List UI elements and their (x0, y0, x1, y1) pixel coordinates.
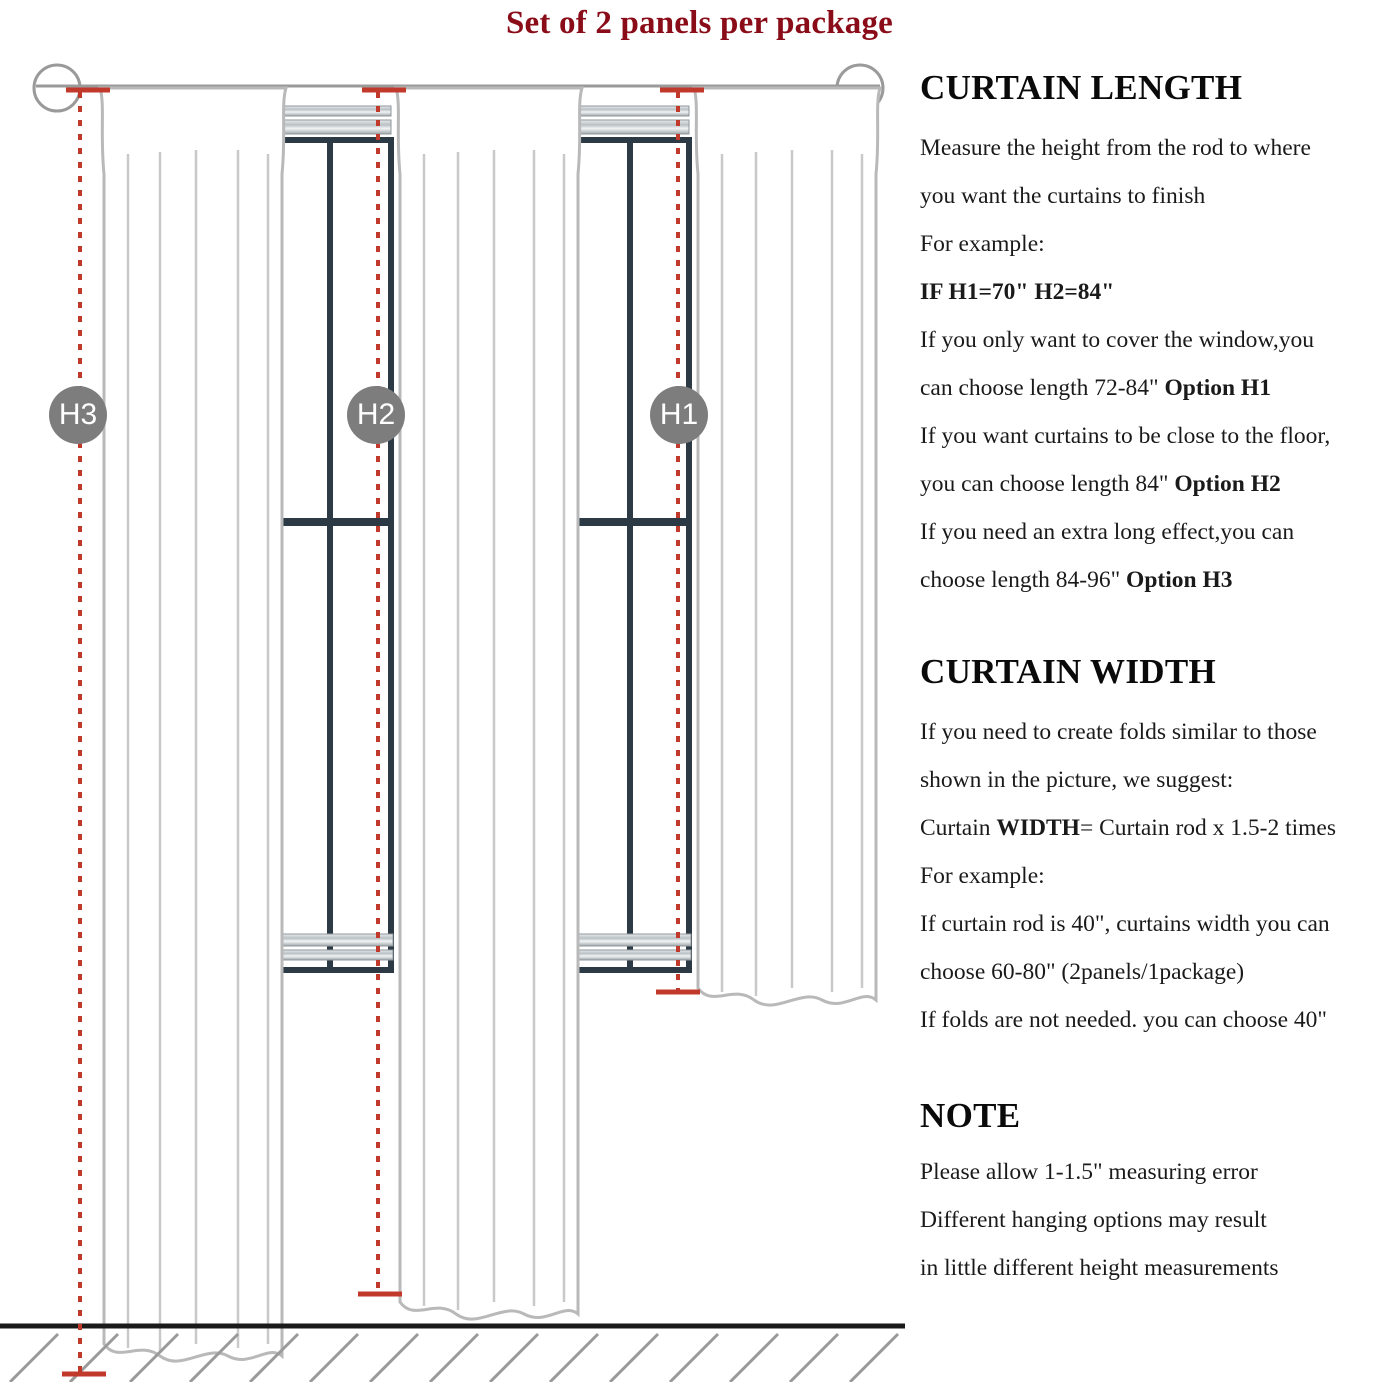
length-line-2: you want the curtains to finish (920, 183, 1206, 209)
section-curtain-width (920, 650, 1395, 1044)
width-keyword: WIDTH (996, 815, 1080, 841)
section-body-curtain-width (920, 708, 1395, 1044)
note-line-3: in little different height measurements (920, 1255, 1279, 1281)
length-line-4-example-values (920, 268, 1395, 316)
length-line-9: If you need an extra long effect,you can (920, 519, 1295, 545)
section-body-curtain-length (920, 124, 1395, 604)
length-line-1: Measure the height from the rod to where (920, 135, 1311, 161)
option-h2-label: Option H2 (1168, 471, 1281, 497)
length-line-10 (920, 556, 1395, 604)
width-line-3-head: Curtain (920, 815, 997, 841)
curtain-panel-h2 (396, 88, 582, 1319)
measure-label-h3: H3 (49, 386, 107, 444)
width-line-3-tail: = Curtain rod x 1.5-2 times (1079, 815, 1337, 841)
width-line-7: If folds are not needed. you can choose 40" (920, 1007, 1327, 1033)
section-curtain-length (920, 66, 1395, 604)
option-h3-label: Option H3 (1120, 567, 1233, 593)
curtain-measurement-diagram (0, 44, 905, 1382)
width-line-3 (920, 804, 1395, 852)
length-line-6-text: can choose length 72-84" (920, 375, 1159, 401)
option-h1-label: Option H1 (1158, 375, 1271, 401)
section-note (920, 1094, 1395, 1292)
note-line-2: Different hanging options may result (920, 1207, 1267, 1233)
section-title-curtain-width: CURTAIN WIDTH (920, 652, 1216, 691)
width-line-4: For example: (920, 863, 1045, 889)
instructions-column (920, 66, 1395, 1292)
length-line-5: If you only want to cover the window,you (920, 327, 1314, 353)
section-body-note (920, 1148, 1395, 1292)
window-left (266, 106, 393, 970)
page-title: Set of 2 panels per package (505, 5, 894, 41)
window-right (564, 106, 691, 970)
curtain-panel-h3 (100, 88, 286, 1361)
section-title-curtain-length: CURTAIN LENGTH (920, 68, 1243, 107)
note-line-1: Please allow 1-1.5" measuring error (920, 1159, 1258, 1185)
measure-label-h1: H1 (650, 386, 708, 444)
length-example-values: IF H1=70" H2=84" (920, 279, 1115, 305)
length-line-3: For example: (920, 231, 1045, 257)
length-line-10-text: choose length 84-96" (920, 567, 1121, 593)
section-title-note: NOTE (920, 1096, 1021, 1135)
length-line-6 (920, 364, 1395, 412)
length-line-8-text: you can choose length 84" (920, 471, 1169, 497)
curtain-panel-h1 (694, 88, 880, 1005)
width-line-6: choose 60-80" (2panels/1package) (920, 959, 1245, 985)
length-line-7: If you want curtains to be close to the floor, (920, 423, 1331, 449)
width-line-2: shown in the picture, we suggest: (920, 767, 1234, 793)
length-line-8 (920, 460, 1395, 508)
measure-label-h2: H2 (347, 386, 405, 444)
width-line-5: If curtain rod is 40", curtains width you can (920, 911, 1330, 937)
width-line-1: If you need to create folds similar to those (920, 719, 1317, 745)
